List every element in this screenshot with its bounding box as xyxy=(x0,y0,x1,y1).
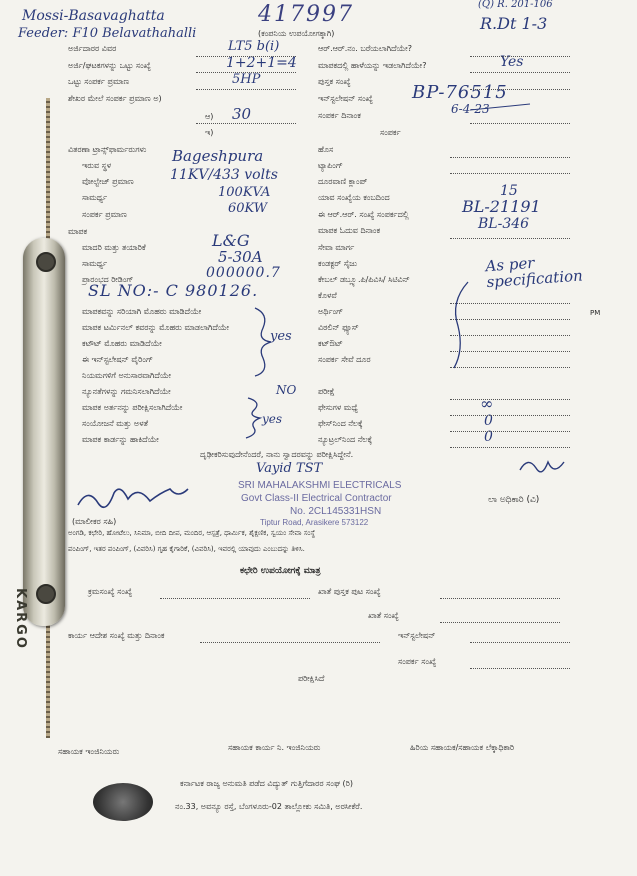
check-label: ನಿಯಮಗಳಿಗೆ ಅನುಸಾರವಾಗಿದೆಯೇ xyxy=(82,371,172,380)
owner-signature xyxy=(78,489,188,507)
stamp-line: No. 2CL145331HSN xyxy=(290,506,382,517)
form-header: (ಕಂಪನಿಯ ಉಪಯೋಗಕ್ಕಾಗಿ) xyxy=(258,29,335,38)
footer-line: ನಂ.33, ಅವನ್ಯೂ ರಸ್ತೆ, ಬೆಂಗಳೂರು-02 ತಾಲ್ಲೋಕು ಸಮಿತಿ, ಅರಸೀಕೆರೆ. xyxy=(175,802,363,811)
annotation-feeder: Feeder: F10 Belavathahalli xyxy=(18,26,197,41)
annotation-location: Mossi-Basavaghatta xyxy=(22,8,165,24)
binder-brand: KARGO xyxy=(13,588,28,650)
check-value-no: NO xyxy=(276,383,297,397)
field-label: ಮಾಪಕದಲ್ಲಿ ಹಾಳೆಯನ್ನು ಇಡಲಾಗಿದೆಯೇ? xyxy=(318,61,427,70)
check-label: ವಿಠಲಿನ್ ಫ್ಯೂಸ್ xyxy=(318,323,359,332)
check-label: ಮಾಪಕ ಕಾರ್ಡನ್ನು ಹಾಕಿದೆಯೇ xyxy=(82,435,159,444)
officer-title: ಲಾ ಅಧಿಕಾರಿ (ವಿ) xyxy=(488,495,540,505)
meter-serial: SL NO:- C 980126. xyxy=(88,281,259,300)
annotation-code: (Q) R. 201-106 xyxy=(478,0,553,10)
field-label: ಶೇಖರ ಮೇಲೆ ಸಂಪರ್ಕ ಪ್ರಮಾಣ ಅ) xyxy=(68,94,162,103)
check-label: ಮಾಪಕವನ್ನು ಸರಿಯಾಗಿ ಮೊಹರು ಮಾಡಿದೆಯೇ xyxy=(82,307,202,316)
stamp-line: Govt Class-II Electrical Contractor xyxy=(241,493,392,504)
check-label: ಅರ್ಥಿಂಗ್ xyxy=(318,307,344,316)
field-label: ಮಾಪಕ xyxy=(68,227,88,236)
purpose-line: ಪಂಪಿಂಗ್, ಇತರ ಪಂಪಿಂಗ್, (ವಿವರಿಸಿ) ಗೃಹ ಕೈಗಾರಿಕೆ, (ವಿವರಿಸಿ), ಇವರಲ್ಲಿ ಯಾವುದು ಎಂಬುದನ್ನು ತಿಳಿಸಿ. xyxy=(68,545,305,553)
annotation-ref: R.Dt 1-3 xyxy=(480,14,548,33)
cable-spec: As per specification xyxy=(484,253,584,291)
bl-number-1: BL-21191 xyxy=(462,197,541,216)
office-field: ಸಂಪರ್ಕ ಸಂಖ್ಯೆ xyxy=(398,657,437,666)
transformer-location: Bageshpura xyxy=(172,147,264,165)
field-label: ಈ ಆರ್.ಆರ್. ಸಂಖ್ಯೆ ಸಂಪರ್ಕದಲ್ಲಿ xyxy=(318,210,409,219)
field-label: ಮಾದರಿ ಮತ್ತು ತಯಾರಿಕೆ xyxy=(82,243,146,252)
field-value: 30 xyxy=(232,105,252,123)
stamp-line: SRI MAHALAKSHMI ELECTRICALS xyxy=(238,480,402,491)
field-label: ಕೊಳವೆ xyxy=(318,291,337,300)
brace-mark xyxy=(255,308,271,376)
field-label: ಪ್ರಾರಂಭದ ರೀಡಿಂಗ್ xyxy=(82,275,134,284)
field-label: ಕಂಡಕ್ಟರ್ ಸೈಜು xyxy=(318,259,358,268)
binder-clip xyxy=(13,238,65,650)
check-label: ಪರೀಕ್ಷೆ xyxy=(318,387,335,396)
field-label: ಆ) xyxy=(205,112,214,121)
check-label: ಕಟೌಟ್ ಮೊಹರು ಮಾಡಿದೆಯೇ xyxy=(82,339,162,348)
transformer-load: 60KW xyxy=(228,201,268,216)
test-value-zero: 0 xyxy=(484,413,493,429)
field-label: ಅರ್ಜಿ/ಘಟಕಗಳನ್ನು ಒಟ್ಟು ಸಂಖ್ಯೆ xyxy=(68,61,151,70)
office-field: ಖಾತೆ ಪುಸ್ತಕ ಪುಟ ಸಂಖ್ಯೆ xyxy=(318,587,381,596)
office-use-heading: ಕಛೇರಿ ಉಪಯೋಗಕ್ಕೆ ಮಾತ್ರ xyxy=(240,566,321,576)
field-label: ಆರ್.ಆರ್.ನಂ. ಬರೆಯಲಾಗಿದೆಯೇ? xyxy=(318,44,412,53)
signatory-aee: ಸಹಾಯಕ ಕಾರ್ಯ ನಿ. ಇಂಜಿನಿಯರು xyxy=(228,743,321,752)
field-label: ಟ್ಯಾಪಿಂಗ್ xyxy=(318,161,343,170)
field-label: ಹೊಸ xyxy=(318,145,334,154)
field-label: ವೋಲ್ಟೇಜ್ ಪ್ರಮಾಣ xyxy=(82,177,134,186)
field-label: ಸಂಪರ್ಕ ಪ್ರಮಾಣ xyxy=(82,210,127,219)
transformer-voltage: 11KV/433 volts xyxy=(170,167,278,183)
check-label: ಫೇಸ್‌ನಿಂದ ನೆಲಕ್ಕೆ xyxy=(318,419,363,428)
meter-capacity: 5-30A xyxy=(218,248,263,266)
field-label: ಒಟ್ಟು ಸಂಪರ್ಕ ಪ್ರಮಾಣ xyxy=(68,77,130,86)
field-value: 1+2+1=4 xyxy=(226,55,297,71)
declaration: ದೃಢೀಕರಿಸುವುದೇನೆಂದರೆ, ನಾನು ಸ್ವಾದರವನ್ನು ಪರೀಕ್ಷಿಸಿದ್ದೇನೆ. xyxy=(200,450,354,459)
check-label: ಸಂಯೋಜನೆ ಮತ್ತು ಅಳತೆ xyxy=(82,419,149,428)
field-label: ಇರುವ ಸ್ಥಳ xyxy=(82,161,112,170)
field-label: ಸಂಪರ್ಕ xyxy=(380,128,401,137)
check-value-yes: yes xyxy=(270,329,292,344)
annotation-number: 417997 xyxy=(258,2,354,27)
check-label: ಮಾಪಕ ಟರ್ಮಿನಲ್ ಕವರನ್ನು ಮೊಹರು ಮಾಡಲಾಗಿದೆಯೇ xyxy=(82,323,230,332)
brace-mark xyxy=(454,282,468,368)
check-label: ನ್ಯೂನತೆಗಳನ್ನು ಗಮನಿಸಲಾಗಿದೆಯೇ xyxy=(82,387,171,396)
purpose-line: ಅಂಗಡಿ, ಕಛೇರಿ, ಹೋಟೆಲು, ಸಿನಿಮಾ, ಬೀದಿ ದೀಪ, ಮಂದಿರ, ಆಸ್ಪತ್ರೆ, ಧಾರ್ಮಿಕ, ಶೈಕ್ಷಣಿಕ, ಸ್ವಯಂ ಸೇವಾ ಸಂಸ್ಥೆ xyxy=(68,529,316,537)
meter-make: L&G xyxy=(212,231,250,250)
check-label: ಫೇಸುಗಳ ಮಧ್ಯೆ xyxy=(318,403,358,412)
binder-hole xyxy=(36,584,56,604)
check-label: ಮಾಪಕ ಅರ್ತನನ್ನು ಪರೀಕ್ಷಿಸಲಾಗಿದೆಯೇ xyxy=(82,403,183,412)
binder-hole xyxy=(36,252,56,272)
field-label: ಸಂಪರ್ಕ ದಿನಾಂಕ xyxy=(318,111,361,120)
field-label: ಇನ್‌ಸ್ಟಲೇಷನ್ ಸಂಖ್ಯೆ xyxy=(318,94,373,103)
field-label: ಸಾಮರ್ಥ್ಯ xyxy=(82,259,108,268)
field-label: ಪುಸ್ತಕ ಸಂಖ್ಯೆ xyxy=(318,77,351,86)
field-label: ಅರ್ಜಿದಾರರ ವಿವರ xyxy=(68,44,117,53)
check-label: ಸಂಪರ್ಕ ಸೇವೆ ದೂರ xyxy=(318,355,371,364)
side-tag: PM xyxy=(590,309,601,317)
check-label: ಈ ಇನ್‌ಸ್ಟಲೇಷನ್ ವೈರಿಂಗ್ xyxy=(82,355,153,364)
office-field: ಖಾತೆ ಸಂಖ್ಯೆ xyxy=(368,611,399,620)
contractor-signature: Vayid TST xyxy=(256,461,323,476)
footer-line: ಕರ್ನಾಟಕ ರಾಜ್ಯ ಅನುಮತಿ ಪಡೆದ ವಿದ್ಯುತ್ ಗುತ್ತಿಗೆದಾರರ ಸಂಘ (ರಿ) xyxy=(180,779,353,788)
field-value: 6-4-23 xyxy=(451,102,490,116)
test-value-zero: 0 xyxy=(484,429,493,445)
stamp-line: Tiptur Road, Arasikere 573122 xyxy=(260,518,369,527)
field-value: BP-76515 xyxy=(412,82,508,103)
signatory-ao: ಹಿರಿಯ ಸಹಾಯಕ/ಸಹಾಯಕ ಲೆಕ್ಕಾಧಿಕಾರಿ xyxy=(410,743,515,752)
field-label: ಯಾವ ಸಂಖ್ಯೆಯ ಕಂಬದಿಂದ xyxy=(318,193,390,202)
field-label: ಇ) xyxy=(205,128,214,137)
bl-number-2: BL-346 xyxy=(478,216,530,232)
field-label: ವಿತರಣಾ ಟ್ರಾನ್ಸ್‌ಫಾರ್ಮರುಗಳು xyxy=(68,145,147,154)
field-label: ಮಾಪಕ ಓದುವ ದಿನಾಂಕ xyxy=(318,226,381,235)
office-field: ಇನ್‌ಸ್ಟಲೇಷನ್ xyxy=(398,631,436,640)
meter-reading: 000000.7 xyxy=(206,265,281,281)
check-label: ಕಟ್‌ಔಟ್ xyxy=(318,339,343,348)
field-label: ಸಾಮರ್ಥ್ಯ xyxy=(82,193,108,202)
office-field: ಕಾರ್ಯ ಆದೇಶ ಸಂಖ್ಯೆ ಮತ್ತು ದಿನಾಂಕ xyxy=(68,631,165,640)
brace-mark xyxy=(246,398,260,438)
owner-sign-label: (ಮಾಲೀಕರ ಸಹಿ) xyxy=(72,517,117,526)
check-label: ನ್ಯೂಟ್ರಲ್‌ನಿಂದ ನೆಲಕ್ಕೆ xyxy=(318,435,373,444)
field-value: LT5 b(i) xyxy=(228,39,280,54)
check-value-yes: yes xyxy=(262,412,283,426)
field-label: ಕೇಬಲ್ ಡಬ್ಲ್ಯೂ.ಪಿ/ಪಿವಿಸಿ/ ಸಿಟಿವಿನ್ xyxy=(318,275,410,284)
field-value: Yes xyxy=(500,54,524,70)
officer-signature xyxy=(520,462,564,472)
inspected-label: ಪರೀಕ್ಷಿಸಿದೆ xyxy=(298,674,325,683)
signatory-ae: ಸಹಾಯಕ ಇಂಜಿನಿಯರು xyxy=(58,747,120,756)
underline-mark xyxy=(470,104,530,110)
test-value-infinity: ∞ xyxy=(480,394,494,413)
pole-number: 15 xyxy=(500,183,518,199)
field-value: 5HP xyxy=(232,72,261,87)
field-label: ದೂರವಾಣಿ ಕ್ಲಾಂಪ್ xyxy=(318,177,368,186)
field-label: ಸೇವಾ ಮಾರ್ಗ xyxy=(318,243,355,252)
transformer-capacity: 100KVA xyxy=(218,185,271,200)
office-field: ಕ್ರಮಸಂಖ್ಯೆ ಸಂಖ್ಯೆ xyxy=(88,587,133,596)
